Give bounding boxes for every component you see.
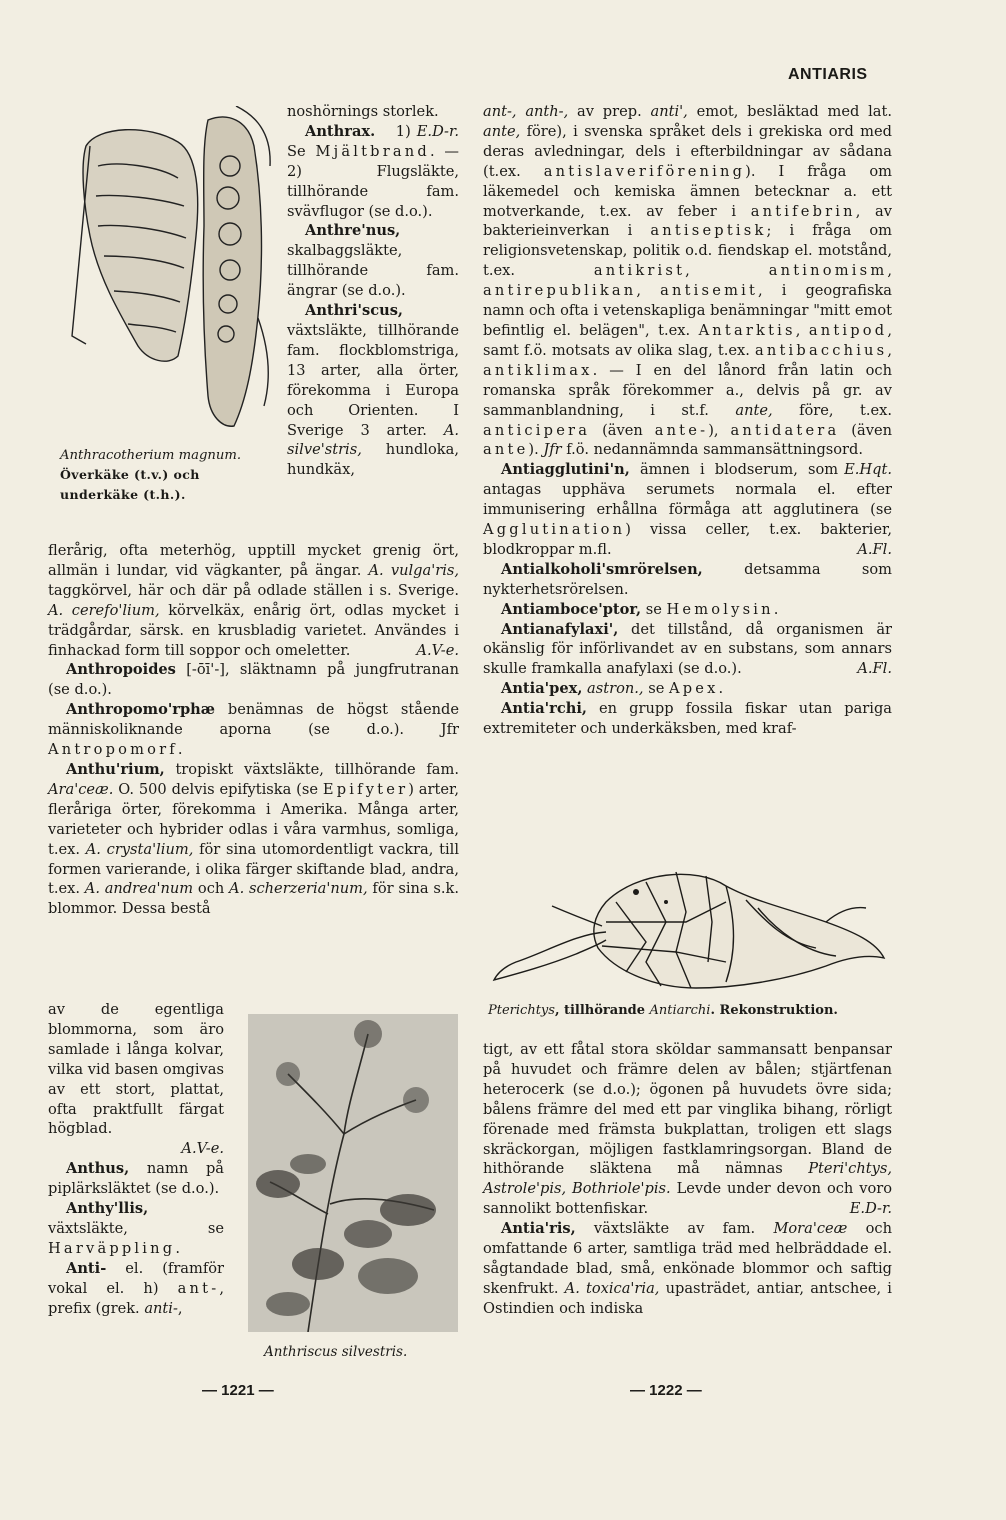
entry-text: skalbaggsläkte, tillhörande fam. ängrar (se d.o.). — [287, 242, 459, 300]
entry-text: ) arter, fleråriga örter, förekomma i Amerika. Många arter, varieteter och hybrider odlas i våra varmhus, somliga, t.ex. — [48, 780, 459, 858]
species-name: A. toxica'ria, — [564, 1279, 660, 1297]
headword: Anthri'scus, — [305, 302, 403, 320]
entry-text: ; i fråga om religionsvetenskap, politik o.d. fiendskap el. motstånd, t.ex. — [483, 222, 893, 280]
entry-anthyllis — [48, 1199, 224, 1259]
example-word: antislaveriförening — [543, 162, 746, 180]
entry-text: och omfattande 6 arter, samtliga träd med helbräddade el. sågtandade blad, små, enkönade blommor och saftig skenfrukt. — [483, 1220, 892, 1297]
example-word: Antarktis — [698, 321, 796, 339]
entry-antiagglutinin — [483, 460, 892, 560]
page-number-right: — 1222 — — [630, 1382, 702, 1399]
entry-text: se — [643, 680, 669, 698]
example-word: antinomism — [768, 262, 888, 280]
example-word: antikrist — [593, 262, 686, 280]
entry-anthriscus — [287, 301, 459, 480]
entry-anthropoides — [48, 660, 459, 700]
example-word: antifebrin — [750, 202, 856, 220]
greek-prefix: anti- — [144, 1299, 178, 1317]
jaw-caption-text: Överkäke (t.v.) och underkäke (t.h.). — [60, 467, 200, 502]
cross-reference: Antropomorf — [48, 741, 178, 759]
entry-anthurium-cont — [48, 1000, 224, 1158]
author-signature: A.Fl. — [857, 660, 892, 678]
entry-text: detsamma som nykterhetsrörelsen. — [483, 560, 892, 598]
cross-reference: Agglutination — [483, 521, 626, 539]
entry-text: , — [887, 341, 892, 359]
species-name: A. vulga'ris, — [368, 561, 459, 579]
headword: Anthropoides — [66, 661, 176, 679]
headword: Anthy'llis, — [66, 1200, 149, 1218]
entry-text: (även — [590, 421, 655, 439]
right-column-bottom — [483, 1040, 892, 1319]
entry-text: ) vissa celler, t.ex. bakterier, blodkroppar m.fl. — [483, 521, 892, 558]
author-signature: E.D-r. — [416, 122, 459, 140]
entry-antianafylaxi — [483, 620, 892, 680]
entry-antiarchi-cont — [483, 1040, 892, 1219]
cross-reference: Epifyter — [322, 780, 409, 798]
example-word: antibacchius — [754, 341, 888, 359]
entry-text: el. (framför vokal el. h) — [48, 1259, 224, 1297]
family-name: Ara'ceæ. — [48, 780, 114, 798]
entry-antiaris — [483, 1219, 892, 1319]
headword: Antiamboce'ptor, — [501, 600, 642, 618]
species-name: A. crysta'lium, — [85, 840, 194, 858]
entry-text: ). I fråga om läkemedel och kemiska ämnen betecknar a. ett motverkande, t.ex. av feber i — [483, 162, 893, 220]
headword: Antiagglutini'n, — [501, 461, 630, 479]
example-word: antidatera — [730, 421, 840, 439]
headword: Anthre'nus, — [305, 222, 401, 240]
headword: Anthrax. — [305, 122, 376, 140]
entry-text: , samt f.ö. motsats av olika slag, t.ex. — [483, 321, 892, 359]
entry-text: växtsläkte, tillhörande fam. flockblomstriga, 13 arter, alla örter, förekomma i Europa och Orienten. I Sverige 3 arter. — [287, 321, 459, 439]
cross-reference: Mjältbrand — [315, 142, 430, 160]
right-column-top — [483, 102, 892, 739]
author-signature: A.V-e. — [181, 1140, 224, 1158]
jaw-figure-caption — [60, 446, 265, 505]
jaw-caption-species: Anthracotherium magnum. — [60, 448, 242, 463]
entry-text: hundloka, hundkäx, — [287, 441, 459, 479]
entry-text: flerårig, ofta meterhög, upptill mycket grenig ört, allmän i lundar, vid vägkanter, på ängar. — [48, 542, 459, 579]
example-word: antipod — [808, 321, 888, 339]
entry-text: O. 500 delvis epifytiska (se — [113, 780, 323, 798]
entry-text: , — [795, 321, 809, 339]
entry-text: . — 2) Flugsläkte, tillhörande fam. svävflugor (se d.o.). — [287, 142, 459, 220]
author-signature: E.D-r. — [849, 1200, 892, 1218]
entry-text: ant-, anth-, — [483, 103, 569, 120]
entry-text: benämnas de högst stående människoliknande aporna (se d.o.). Jfr — [48, 701, 459, 739]
fish-figure — [486, 862, 890, 998]
left-narrow-column-bottom — [48, 1000, 224, 1319]
entry-text: ), — [708, 421, 731, 439]
species-name: A. andrea'num — [84, 880, 194, 898]
headword: Antia'pex, — [501, 680, 583, 698]
entry-antialkoholism — [483, 560, 892, 600]
entry-text: , — [685, 262, 769, 280]
headword: Anti- — [66, 1259, 107, 1277]
entry-text: , — [177, 1299, 183, 1317]
example-word: anticipera — [483, 421, 591, 439]
species-name: A. cerefo'lium, — [48, 601, 160, 619]
author-signature: A.V-e. — [416, 641, 459, 659]
entry-text: . — [175, 1239, 180, 1257]
entry-text: se — [641, 600, 667, 618]
entry-text: växtsläkte av fam. — [575, 1220, 774, 1238]
entry-text: . — [773, 600, 779, 618]
entry-text: ). — [528, 441, 544, 459]
entry-text: före, t.ex. — [772, 401, 892, 419]
example-word: ante- — [654, 421, 709, 439]
plant-photo — [248, 1014, 458, 1332]
entry-anti — [48, 1259, 224, 1319]
caption-text: . Rekonstruktion. — [710, 1003, 838, 1018]
fish-figure-caption — [488, 1002, 888, 1019]
entry-text: en grupp fossila fiskar utan pariga extremiteter och underkäksben, med kraf- — [483, 700, 892, 738]
cross-reference: Harväppling — [48, 1239, 176, 1257]
entry-text: växtsläkte, se — [48, 1219, 224, 1237]
jaw-fossil-figure — [58, 106, 278, 436]
entry-text: av de egentliga blommorna, som äro samlade i långa kolvar, vilka vid basen omgivas av ett stort, plattat, ofta praktfullt färgat högblad. — [48, 1001, 224, 1138]
entry-anthus — [48, 1159, 224, 1199]
entry-text: f.ö. nedannämnda sammansättningsord. — [561, 441, 864, 459]
caption-genus: Pterichtys — [488, 1003, 555, 1018]
left-wide-column — [48, 541, 459, 919]
family-name: Mora'ceæ — [773, 1220, 848, 1238]
entry-anthriscus-cont — [48, 541, 459, 660]
entry-antiamboceptor — [483, 600, 892, 620]
entry-text: ante, — [483, 122, 521, 140]
entry-text: körvelkäx, enårig ört, odlas mycket i trädgårdar, särsk. en krusbladig varietet. Användes i finhackad form till soppor och omeletter. — [48, 601, 459, 659]
entry-text: emot, besläktad med lat. — [687, 103, 892, 120]
example-word: antirepublikan — [483, 282, 637, 300]
entry-anthropomorphae — [48, 700, 459, 760]
entry-text: . — [718, 680, 724, 698]
entry-text: ämnen i blodserum, som antagas upphäva serumets normala el. efter immunisering erhållna förmåga att agglutinera (se — [483, 461, 892, 519]
entry-anthurium — [48, 760, 459, 919]
entry-text: ante, — [735, 401, 773, 419]
headword: Anthropomo'rphæ — [66, 701, 216, 719]
genus-list: Pteri'chtys, Astrole'pis, Bothriole'pis. — [483, 1160, 892, 1198]
entry-text: tropiskt växtsläkte, tillhörande fam. — [164, 760, 459, 778]
entry-text: anti', — [650, 103, 688, 120]
example-word: ante — [483, 441, 529, 459]
example-word: antiseptisk — [650, 222, 767, 240]
entry-text: (även — [839, 421, 892, 439]
cross-reference: Apex — [668, 680, 719, 698]
headword: Antianafylaxi', — [501, 620, 619, 638]
cross-reference: Hemolysin — [666, 600, 774, 618]
subject-label: astron., — [582, 680, 644, 698]
headword: Antialkoholi'smrörelsen, — [501, 560, 703, 578]
plant-illustration — [248, 1014, 458, 1332]
example-word: antiklimax — [483, 361, 593, 379]
entry-text: upasträdet, antiar, antschee, i Ostindien och indiska — [483, 1279, 892, 1317]
entry-text: noshörnings storlek. — [287, 103, 439, 120]
species-name: A. silve'stris, — [287, 421, 459, 459]
headword: Antia'rchi, — [501, 700, 587, 718]
cross-reference: ant- — [177, 1279, 220, 1297]
entry-text: . — I en del lånord från latin och romanska språk förekommer a., delvis på gr. av sammanblandning, i st.f. — [483, 361, 892, 419]
entry-text: 1) Se — [287, 122, 411, 160]
entry-text: Jfr — [543, 441, 562, 459]
page-number-left: — 1221 — — [202, 1382, 274, 1399]
entry-text: , — [887, 262, 892, 280]
entry-text: namn på piplärksläktet (se d.o.). — [48, 1160, 224, 1198]
entry-text: . — [177, 741, 183, 759]
author-signature: E.Hqt. — [844, 461, 892, 479]
headword: Anthu'rium, — [66, 760, 165, 778]
species-name: A. scherzeria'num, — [229, 880, 368, 898]
entry-text: , prefix (grek. — [48, 1279, 224, 1317]
entry-text: och — [193, 880, 230, 898]
entry-text: av prep. — [568, 103, 651, 120]
entry-text: , av bakterieinverkan i — [483, 202, 893, 240]
entry-text: för sina utomordentligt vackra, till formen varierande, i olika färger skiftande blad, andra, t.ex. — [48, 840, 459, 898]
entry-text: , — [636, 282, 661, 300]
entry-text: för sina s.k. blommor. Dessa bestå — [48, 880, 459, 918]
caption-text: , tillhörande — [554, 1003, 650, 1018]
left-narrow-column — [287, 102, 459, 480]
headword: Antia'ris, — [501, 1220, 576, 1238]
entry-text: det tillstånd, då organismen är okänslig för införlivandet av en substans, som annars skulle framkalla anafylaxi (se d.o.). — [483, 620, 892, 678]
running-header: ANTIARIS — [788, 66, 868, 83]
entry-text: [-ōī'-], släktnamn på jungfrutranan (se d.o.). — [48, 661, 459, 699]
caption-group: Antiarchi — [649, 1003, 711, 1018]
entry-text: , i geografiska namn och ofta i vetenskapliga benämningar "mitt emot befintlig el. belägen", t.ex. — [483, 282, 893, 339]
pterichtys-illustration — [486, 862, 890, 998]
entry-text: tigt, av ett fåtal stora sköldar sammansatt benpansar på huvudet och främre delen av bålen; stjärtfenan heterocerk (se d.o.); ögonen på huvudets övre sida; bålens främre del med ett par vinglika bihang, rörligt förenade med främsta bukplattan, troligen ett slags skräckorgan, möjligen fastklamringsorgan. Bland de hithörande släktena må nämnas — [483, 1041, 892, 1178]
entry-text: före), i svenska språket dels i grekiska ord med deras avledningar, dels i efterbildningar av sådana (t.ex. — [483, 122, 892, 180]
entry-text: taggkörvel, här och där på odlade ställen i s. Sverige. — [48, 581, 459, 599]
entry-antiarchi — [483, 699, 892, 739]
entry-anthrenus — [287, 221, 459, 301]
headword: Anthus, — [66, 1160, 130, 1178]
example-word: antisemit — [660, 282, 759, 300]
entry-text: Levde under devon och voro sannolikt bottenfiskar. — [483, 1180, 893, 1218]
plant-figure-caption: Anthriscus silvestris. — [264, 1344, 408, 1360]
entry-antiapex — [483, 679, 892, 699]
author-signature: A.Fl. — [857, 540, 892, 558]
jaw-fossil-illustration — [58, 106, 278, 436]
